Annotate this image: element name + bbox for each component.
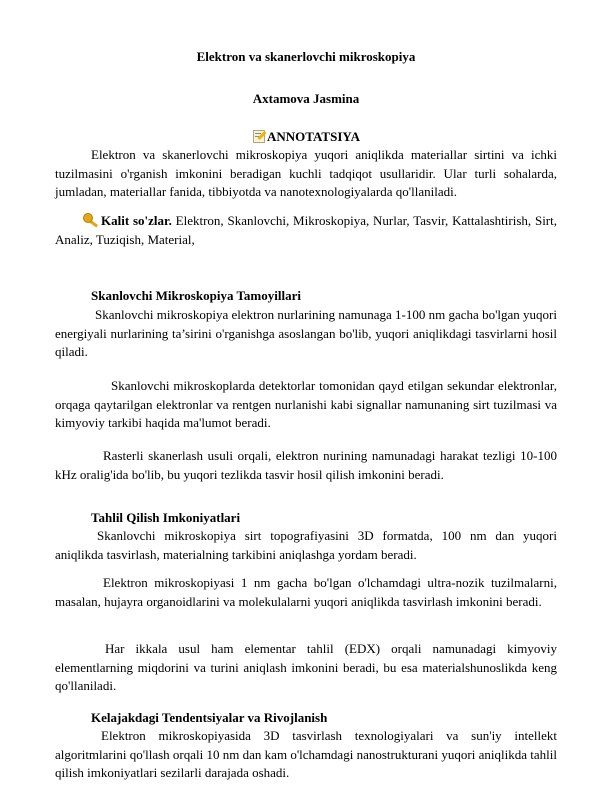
document-author: Axtamova Jasmina [252,91,360,106]
key-icon [83,213,99,226]
keywords-text: Elektron, Skanlovchi, Mikroskopiya, Nurlar, Tasvir, Kattalashtirish, Sirt, Analiz, Tuziqish, Material, [55,213,557,247]
keywords-paragraph [55,212,557,249]
section-heading: Kelajakdagi Tendentsiyalar va Rivojlanish [91,710,328,725]
section-paragraph: Skanlovchi mikroskopiya elektron nurlarining namunaga 1-100 nm gacha bo'lgan yuqori energiyali nurlarining ta’sirini o'rganishga asoslangan bo'lib, yuqori aniqlikdagi tasvirlarni hosil qiladi. [55,307,557,359]
section-paragraph: Skanlovchi mikroskopiya sirt topografiyasini 3D formatda, 100 nm dan yuqori aniqlikda tasvirlash, materialning tarkibini aniqlashga yordam beradi. [55,528,557,562]
section-heading: Tahlil Qilish Imkoniyatlari [91,510,241,525]
section-heading: Skanlovchi Mikroskopiya Tamoyillari [91,288,301,303]
section-paragraph: Elektron mikroskopiyasi 1 nm gacha bo'lgan o'lchamdagi ultra-nozik tuzilmalarni, masalan, hujayra organoidlarini va molekulalarni yuqori aniqlikda tasvirlash imkonini beradi. [55,575,557,609]
annotation-text: Elektron va skanerlovchi mikroskopiya yuqori aniqlikda materiallar sirtini va ichki tuzilmasini o'rganish imkonini beradigan kuchli tadqiqot usullaridir. Ular turli sohalarda, jumladan, materiallar fanida, tibbiyotda va nanotexnologiyalarda qo'llaniladi. [55,147,557,199]
section-paragraph: Har ikkala usul ham elementar tahlil (EDX) orqali namunadagi kimyoviy elementlarning miqdorini va turini aniqlash imkonini beradi, bu esa materialshunoslikda keng qo'llaniladi. [55,641,557,693]
memo-icon [252,129,266,142]
annotation-heading-row [0,129,612,145]
section-paragraph: Skanlovchi mikroskoplarda detektorlar tomonidan qayd etilgan sekundar elektronlar, orqaga qaytarilgan elektronlar va rentgen nurlanishi kabi signallar namunaning sirt tuzilmasi va kimyoviy tarkibi haqida ma'lumot beradi. [55,378,557,430]
section-paragraph: Rasterli skanerlash usuli orqali, elektron nurining namunadagi harakat tezligi 10-100 kHz oralig'ida bo'lib, bu yuqori tezlikda tasvir hosil qilish imkonini beradi. [55,448,557,482]
annotation-heading: ANNOTATSIYA [267,129,360,144]
section-paragraph: Elektron mikroskopiyasida 3D tasvirlash texnologiyalari va sun'iy intellekt algoritmlarini qo'llash orqali 10 nm dan kam o'lchamdagi nanostrukturani yuqori aniqlikda tahlil qilish imkoniyatlari sezilarli darajada oshadi. [55,728,557,780]
keywords-label: Kalit so'zlar. [101,213,172,228]
document-title: Elektron va skanerlovchi mikroskopiya [196,49,416,64]
